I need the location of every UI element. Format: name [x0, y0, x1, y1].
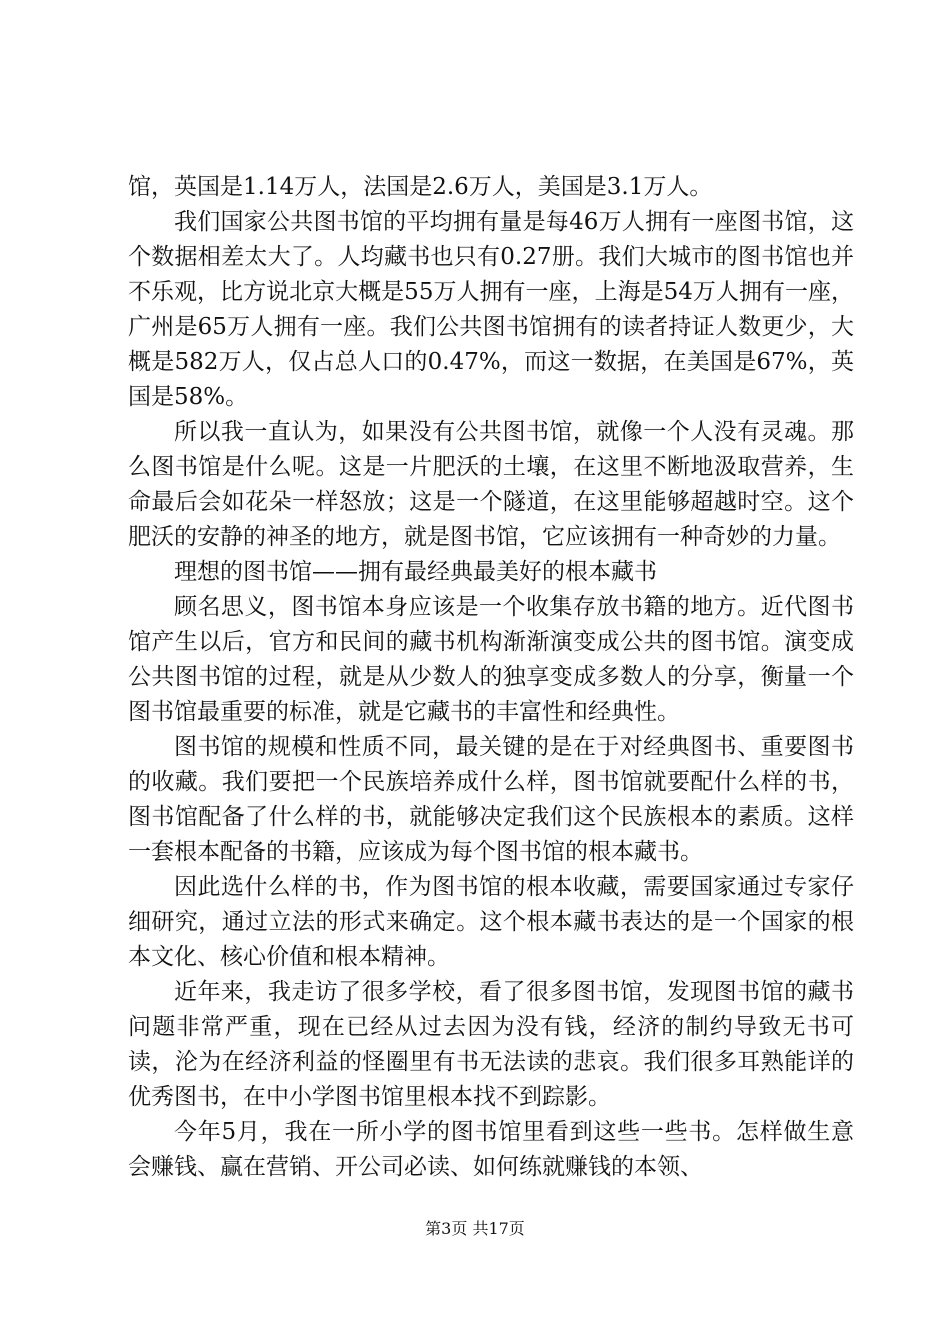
section-heading: 理想的图书馆——拥有最经典最美好的根本藏书 [174, 559, 657, 585]
paragraph: 近年来，我走访了很多学校，看了很多图书馆，发现图书馆的藏书问题非常严重，现在已经从过去因为没有钱，经济的制约导致无书可读，沦为在经济利益的怪圈里有书无法读的悲哀。我们很多耳熟能详的优秀图书，在中小学图书馆里根本找不到踪影。 [128, 979, 854, 1110]
paragraph: 所以我一直认为，如果没有公共图书馆，就像一个人没有灵魂。那么图书馆是什么呢。这是一片肥沃的土壤，在这里不断地汲取营养，生命最后会如花朵一样怒放；这是一个隧道，在这里能够超越时空。这个肥沃的安静的神圣的地方，就是图书馆，它应该拥有一种奇妙的力量。 [128, 419, 854, 550]
paragraph: 我们国家公共图书馆的平均拥有量是每46万人拥有一座图书馆，这个数据相差太大了。人均藏书也只有0.27册。我们大城市的图书馆也并不乐观，比方说北京大概是55万人拥有一座，上海是54万人拥有一座，广州是65万人拥有一座。我们公共图书馆拥有的读者持证人数更少，大概是582万人，仅占总人口的0.47%，而这一数据，在美国是67%，英国是58%。 [128, 209, 854, 410]
paragraph: 因此选什么样的书，作为图书馆的根本收藏，需要国家通过专家仔细研究，通过立法的形式来确定。这个根本藏书表达的是一个国家的根本文化、核心价值和根本精神。 [128, 874, 854, 970]
paragraph: 图书馆的规模和性质不同，最关键的是在于对经典图书、重要图书的收藏。我们要把一个民族培养成什么样，图书馆就要配什么样的书，图书馆配备了什么样的书，就能够决定我们这个民族根本的素质。这样一套根本配备的书籍，应该成为每个图书馆的根本藏书。 [128, 734, 854, 865]
page-footer [0, 1218, 950, 1240]
paragraph: 今年5月，我在一所小学的图书馆里看到这些一些书。怎样做生意会赚钱、赢在营销、开公司必读、如何练就赚钱的本领、 [128, 1119, 854, 1180]
paragraph: 顾名思义，图书馆本身应该是一个收集存放书籍的地方。近代图书馆产生以后，官方和民间的藏书机构渐渐演变成公共的图书馆。演变成公共图书馆的过程，就是从少数人的独享变成多数人的分享，衡量一个图书馆最重要的标准，就是它藏书的丰富性和经典性。 [128, 594, 854, 725]
document-body [128, 170, 854, 1185]
page-number-label: 第3页 共17页 [425, 1219, 525, 1238]
paragraph: 馆，英国是1.14万人，法国是2.6万人，美国是3.1万人。 [128, 174, 713, 200]
